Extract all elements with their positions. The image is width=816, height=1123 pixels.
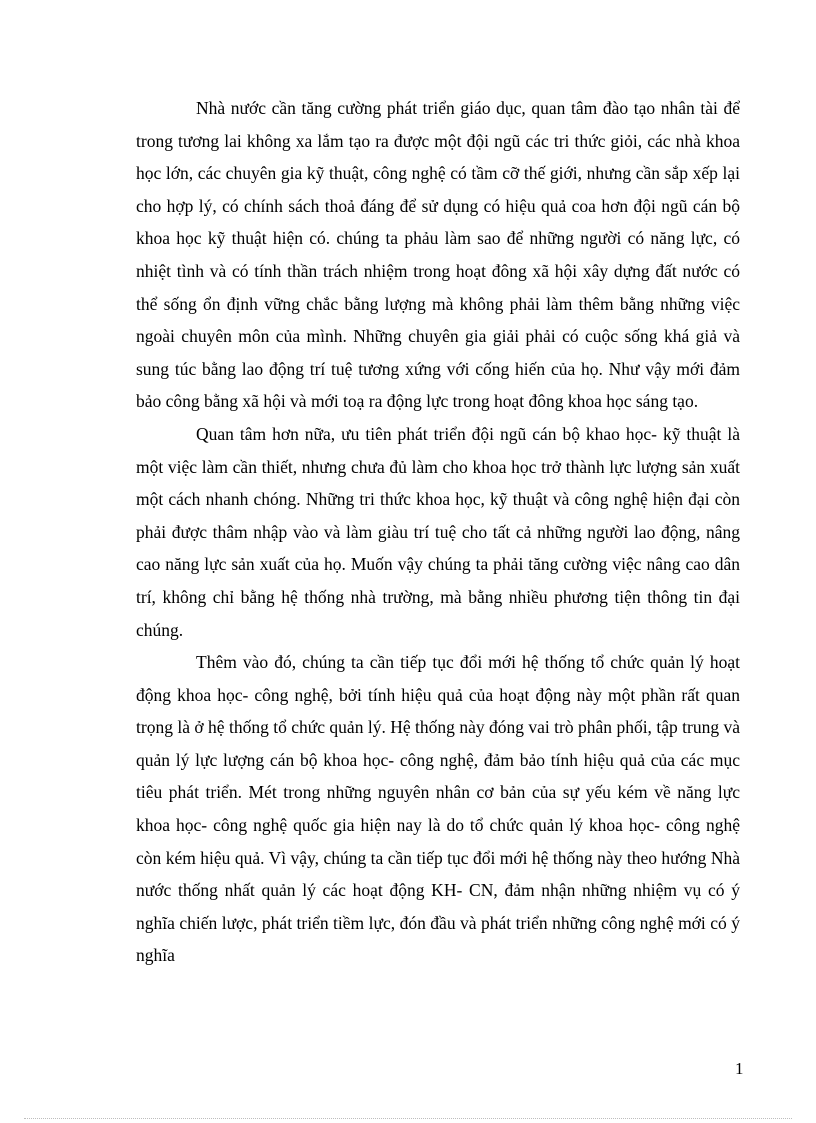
paragraph-2: Quan tâm hơn nữa, ưu tiên phát triển đội ngũ cán bộ khao học- kỹ thuật là một việc làm cần thiết, nhưng chưa đủ làm cho khoa học trở thành lực lượng sản xuất một cách nhanh chóng. Những tri thức khoa học, kỹ thuật và công nghệ hiện đại còn phải được thâm nhập vào và làm giàu trí tuệ cho tất cả những người lao động, nâng cao năng lực sản xuất của họ. Muốn vậy chúng ta phải tăng cường việc nâng cao dân trí, không chỉ bằng hệ thống nhà trường, mà bằng nhiều phương tiện thông tin đại chúng. — [136, 423, 740, 640]
paragraph-1: Nhà nước cần tăng cường phát triển giáo dục, quan tâm đào tạo nhân tài để trong tương lai không xa lắm tạo ra được một đội ngũ các tri thức giỏi, các nhà khoa học lớn, các chuyên gia kỹ thuật, công nghệ có tầm cỡ thế giới, nhưng cần sắp xếp lại cho hợp lý, có chính sách thoả đáng để sử dụng có hiệu quả coa hơn đội ngũ cán bộ khoa học kỹ thuật hiện có. chúng ta phảu làm sao để những người có năng lực, có nhiệt tình và có tính thần trách nhiệm trong hoạt đông xã hội xây dựng đất nước có thể sống ổn định vững chắc bằng lượng mà không phải làm thêm bằng những việc ngoài chuyên môn của mình. Những chuyên gia giải phải có cuộc sống khá giả và sung túc bằng lao động trí tuệ tương xứng với cống hiến của họ. Như vậy mới đảm bảo công bằng xã hội và mới toạ ra động lực trong hoạt đông khoa học sáng tạo. — [136, 98, 740, 412]
footer-divider — [24, 1118, 792, 1119]
paragraph-3: Thêm vào đó, chúng ta cần tiếp tục đổi mới hệ thống tổ chức quản lý hoạt động khoa học- công nghệ, bởi tính hiệu quả của hoạt động này một phần rất quan trọng là ở hệ thống tổ chức quản lý. Hệ thống này đóng vai trò phân phối, tập trung và quản lý lực lượng cán bộ khoa học- công nghệ, đảm bảo tính hiệu quả của các mục tiêu phát triển. Mét trong những nguyên nhân cơ bản của sự yếu kém về năng lực khoa học- công nghệ quốc gia hiện nay là do tổ chức quản lý khoa học- công nghệ còn kém hiệu quả. Vì vậy, chúng ta cần tiếp tục đổi mới hệ thống này theo hướng Nhà nước thống nhất quản lý các hoạt động KH- CN, đảm nhận những nhiệm vụ có ý nghĩa chiến lược, phát triển tiềm lực, đón đầu và phát triển những công nghệ mới có ý nghĩa — [136, 652, 740, 966]
page-number: 1 — [735, 1059, 744, 1078]
document-body — [136, 92, 740, 972]
